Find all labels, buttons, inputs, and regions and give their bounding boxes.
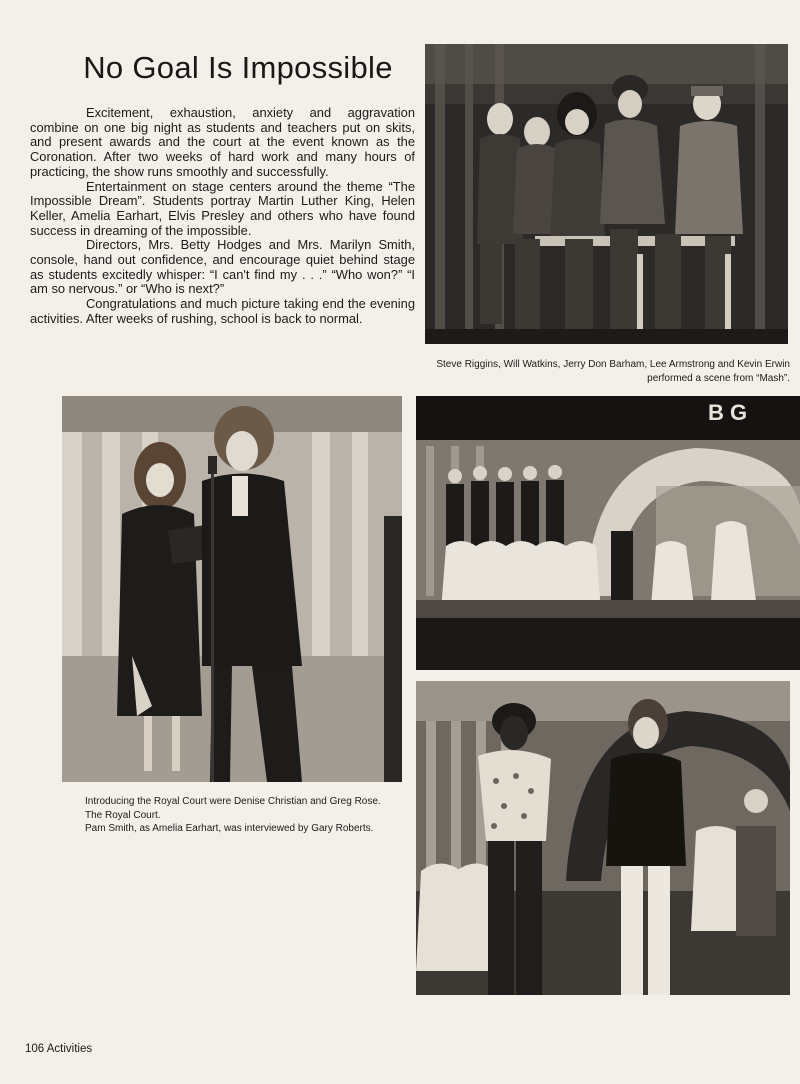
- left-captions: [33, 795, 393, 836]
- amelia-interview-photo: [416, 681, 790, 995]
- royal-court-intro-caption: Introducing the Royal Court were Denise Christian and Greg Rose.: [85, 796, 381, 807]
- stage-banner-letters: B G: [708, 400, 748, 425]
- royal-court-intro-photo: [62, 396, 402, 782]
- article-paragraph: Congratulations and much picture taking end the evening activities. After weeks of rushing, school is back to normal.: [30, 296, 415, 326]
- mash-photo-caption: Steve Riggins, Will Watkins, Jerry Don Barham, Lee Armstrong and Kevin Erwin performed a scene from “Mash”.: [436, 359, 790, 384]
- article-paragraph: Directors, Mrs. Betty Hodges and Mrs. Marilyn Smith, console, hand out confidence, and encourage quiet behind stage as students excitedly whisper: “I can't find my . . .” “Who won?” “I am so nervous.” or “Who is next?”: [30, 237, 415, 297]
- page-folio: 106 Activities: [25, 1043, 93, 1055]
- royal-court-photo: [416, 396, 800, 670]
- page-headline: No Goal Is Impossible: [83, 50, 393, 85]
- amelia-caption: Pam Smith, as Amelia Earhart, was interviewed by Gary Roberts.: [85, 823, 374, 834]
- mash-scene-photo: [425, 44, 788, 344]
- royal-court-caption: The Royal Court.: [85, 809, 161, 821]
- article-body: [30, 106, 415, 327]
- article-paragraph: Entertainment on stage centers around the theme “The Impossible Dream”. Students portray Martin Luther King, Helen Keller, Amelia Earhart, Elvis Presley and others who have found success in dreaming of the impossible.: [30, 178, 415, 238]
- article-paragraph: Excitement, exhaustion, anxiety and aggravation combine on one big night as students and teachers put on skits, and present awards and the court at the event known as the Coronation. After two weeks of hard work and many hours of practicing, the show runs smoothly and successfully.: [30, 105, 415, 179]
